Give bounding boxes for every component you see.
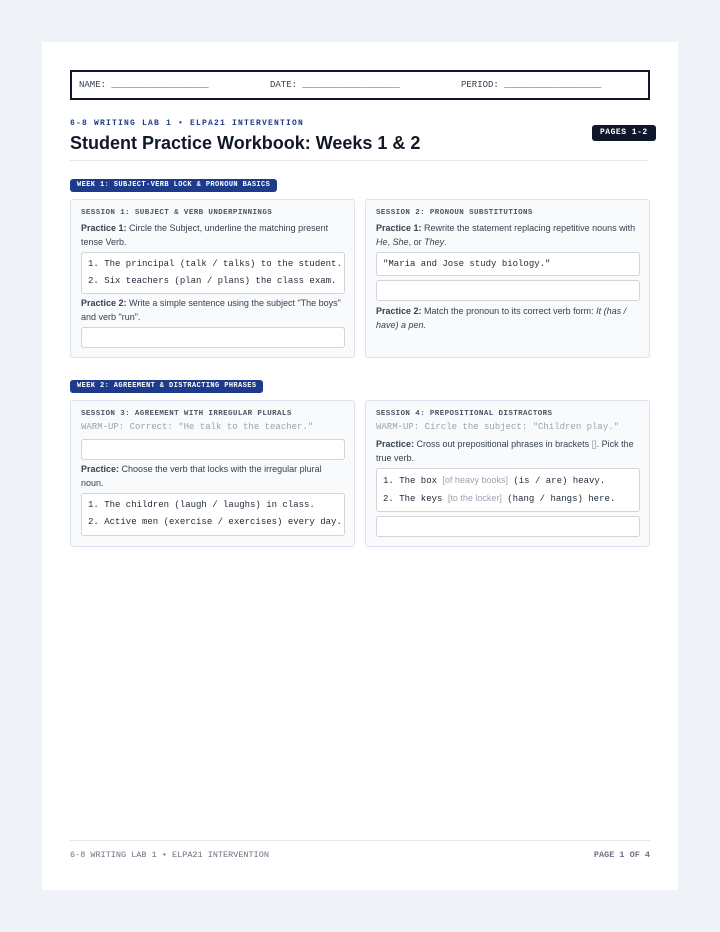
exercise-item: 1. The principal (talk / talks) to the student. — [88, 259, 342, 269]
session-4-card — [365, 400, 650, 547]
practice-instructions: Rewrite the statement replacing repetitive nouns with — [424, 223, 636, 233]
week-2-tag: WEEK 2: AGREEMENT & DISTRACTING PHRASES — [70, 380, 263, 393]
course-eyebrow: 6-8 WRITING LAB 1 • ELPA21 INTERVENTION — [70, 119, 305, 128]
student-info-bar — [70, 70, 650, 100]
session-2-quote-box — [376, 252, 640, 276]
session-2-practice-1 — [376, 222, 638, 249]
pronoun-she: She — [392, 236, 409, 247]
session-4-answer-field[interactable] — [376, 516, 640, 537]
name-field[interactable]: NAME: __________________ — [79, 80, 209, 90]
session-1-practice-2 — [81, 297, 343, 324]
practice-instructions: Match the pronoun to its correct verb form: — [424, 306, 594, 316]
practice-instructions: Choose the verb that locks with the irregular plural noun. — [81, 464, 322, 488]
worksheet-page — [42, 42, 678, 890]
session-1-card — [70, 199, 355, 358]
item-start: 1. The box — [383, 476, 438, 486]
session-1-practice-1 — [81, 222, 343, 249]
punctuation: . — [444, 236, 447, 247]
session-1-exercise-box — [81, 252, 345, 294]
item-end: (is / are) heavy. — [513, 476, 606, 486]
practice-example: It (has / have) a pen. — [376, 306, 627, 330]
period-field[interactable]: PERIOD: __________________ — [461, 80, 602, 90]
exercise-item — [383, 493, 615, 504]
session-3-warmup-field[interactable] — [81, 439, 345, 460]
page-title: Student Practice Workbook: Weeks 1 & 2 — [70, 133, 421, 153]
practice-label: Practice 2: — [376, 306, 422, 316]
prepositional-phrase[interactable]: [to the locker] — [447, 493, 502, 503]
practice-instructions: Circle the Subject, underline the matching present tense Verb. — [81, 223, 329, 247]
punctuation: , — [387, 236, 391, 247]
session-2-heading: SESSION 2: PRONOUN SUBSTITUTIONS — [376, 209, 533, 217]
session-3-exercise-box — [81, 493, 345, 536]
item-end: (hang / hangs) here. — [507, 494, 616, 504]
item-start: 2. The keys — [383, 494, 443, 504]
session-4-warmup: WARM-UP: Circle the subject: "Children play." — [376, 422, 620, 432]
practice-instructions: Cross out prepositional phrases in brackets — [416, 439, 590, 449]
practice-label: Practice 1: — [81, 223, 127, 233]
practice-label: Practice 1: — [376, 223, 422, 233]
practice-instructions: Write a simple sentence using the subject "The boys" and verb "run". — [81, 298, 341, 322]
session-1-answer-field[interactable] — [81, 327, 345, 348]
week-1-tag: WEEK 1: SUBJECT-VERB LOCK & PRONOUN BASICS — [70, 179, 277, 192]
footer-page-number: PAGE 1 OF 4 — [593, 850, 650, 860]
practice-label: Practice: — [376, 439, 415, 449]
pronoun-he: He — [376, 236, 388, 247]
pronoun-they: They — [424, 236, 445, 247]
session-4-exercise-box — [376, 468, 640, 512]
session-3-practice — [81, 463, 343, 490]
date-field[interactable]: DATE: __________________ — [270, 80, 400, 90]
session-3-card — [70, 400, 355, 547]
session-2-card — [365, 199, 650, 358]
brackets-symbol: [] — [591, 439, 597, 449]
prepositional-phrase[interactable]: [of heavy books] — [442, 475, 508, 485]
session-2-answer-field[interactable] — [376, 280, 640, 301]
session-1-heading: SESSION 1: SUBJECT & VERB UNDERPINNINGS — [81, 209, 273, 217]
session-3-heading: SESSION 3: AGREEMENT WITH IRREGULAR PLURALS — [81, 410, 292, 418]
session-2-practice-2 — [376, 305, 638, 332]
title-divider — [70, 160, 648, 161]
practice-label: Practice: — [81, 464, 120, 474]
exercise-item: 1. The children (laugh / laughs) in class. — [88, 500, 315, 510]
practice-instructions-end: . Pick the true verb. — [376, 439, 634, 463]
session-4-practice — [376, 438, 638, 465]
or-text: , or — [408, 236, 422, 247]
practice-label: Practice 2: — [81, 298, 127, 308]
exercise-item: 2. Six teachers (plan / plans) the class exam. — [88, 276, 337, 286]
footer-course: 6-8 WRITING LAB 1 • ELPA21 INTERVENTION — [70, 850, 269, 860]
session-4-heading: SESSION 4: PREPOSITIONAL DISTRACTORS — [376, 410, 553, 418]
exercise-item — [383, 475, 605, 486]
footer-divider — [70, 840, 650, 841]
session-3-warmup: WARM-UP: Correct: "He talk to the teacher." — [81, 422, 314, 432]
exercise-item: 2. Active men (exercise / exercises) every day. — [88, 517, 342, 527]
quote-text: "Maria and Jose study biology." — [383, 259, 551, 269]
pages-badge: PAGES 1-2 — [592, 125, 656, 141]
